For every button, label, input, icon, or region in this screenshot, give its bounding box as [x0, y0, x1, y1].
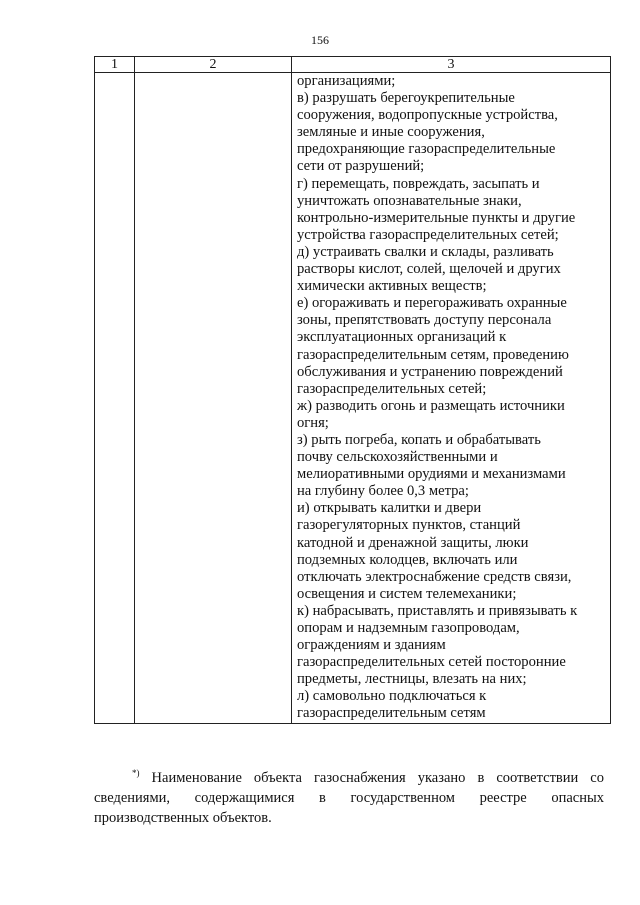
cell-column-3: [292, 73, 611, 724]
footnote-line-2: сведениями, содержащимися в государственном реестре опасных: [94, 790, 604, 806]
text-line: катодной и дренажной защиты, люки: [297, 534, 529, 551]
text-line: почву сельскохозяйственными и: [297, 449, 498, 466]
cell-column-2: [135, 73, 292, 724]
column-header-3: 3: [292, 57, 611, 73]
text-line: зоны, препятствовать доступу персонала: [297, 312, 552, 329]
text-line: сооружения, водопропускные устройства,: [297, 107, 558, 124]
text-line: отключать электроснабжение средств связи,: [297, 568, 572, 585]
text-line: г) перемещать, повреждать, засыпать и: [297, 175, 540, 192]
footnote-marker: *): [132, 768, 140, 778]
text-line: контрольно-измерительные пункты и другие: [297, 209, 576, 226]
text-line: организациями;: [297, 73, 396, 89]
document-table: [94, 56, 611, 724]
text-line: в) разрушать берегоукрепительные: [297, 90, 515, 107]
text-line: химически активных веществ;: [297, 278, 487, 295]
text-line: обслуживания и устранению повреждений: [297, 363, 563, 380]
text-line: подземных колодцев, включать или: [297, 551, 518, 568]
text-line: устройства газораспределительных сетей;: [297, 226, 559, 243]
text-line: е) огораживать и перегораживать охранные: [297, 295, 567, 312]
text-line: предметы, лестницы, влезать на них;: [297, 671, 527, 688]
column-header-2: 2: [135, 57, 292, 73]
footnote-text-1: Наименование объекта газоснабжения указано в соответствии со: [151, 770, 604, 786]
text-line: освещения и систем телемеханики;: [297, 585, 517, 602]
text-line: и) открывать калитки и двери: [297, 500, 482, 517]
footnote-line-1: [94, 763, 604, 788]
text-line: ж) разводить огонь и размещать источники: [297, 397, 565, 414]
text-line: ограждениям и зданиям: [297, 637, 446, 654]
text-line: з) рыть погреба, копать и обрабатывать: [297, 431, 541, 448]
text-line: газораспределительным сетям: [297, 705, 486, 722]
text-line: газораспределительных сетей;: [297, 380, 487, 397]
text-line: земляные и иные сооружения,: [297, 124, 485, 141]
footnote-line-3: производственных объектов.: [94, 810, 272, 826]
footnote: [94, 763, 604, 828]
text-line: растворы кислот, солей, щелочей и других: [297, 261, 561, 278]
text-line: уничтожать опознавательные знаки,: [297, 192, 522, 209]
column-header-1: 1: [95, 57, 135, 73]
text-line: л) самовольно подключаться к: [297, 688, 487, 705]
text-line: к) набрасывать, приставлять и привязывать к: [297, 602, 578, 619]
text-line: опорам и надземным газопроводам,: [297, 620, 520, 636]
text-line: д) устраивать свалки и склады, разливать: [297, 243, 554, 260]
text-line: огня;: [297, 414, 329, 431]
text-line: мелиоративными орудиями и механизмами: [297, 466, 566, 483]
page-number: 156: [311, 33, 329, 47]
text-line: на глубину более 0,3 метра;: [297, 483, 469, 500]
cell-column-1: [95, 73, 135, 724]
text-line: эксплуатационных организаций к: [297, 329, 507, 346]
text-line: газораспределительным сетям, проведению: [297, 346, 569, 363]
text-line: сети от разрушений;: [297, 158, 425, 175]
table-header-row: [95, 57, 611, 73]
text-line: газораспределительных сетей посторонние: [297, 654, 566, 671]
text-line: газорегуляторных пунктов, станций: [297, 517, 521, 534]
table-row: [95, 73, 611, 724]
text-line: предохраняющие газораспределительные: [297, 141, 556, 158]
